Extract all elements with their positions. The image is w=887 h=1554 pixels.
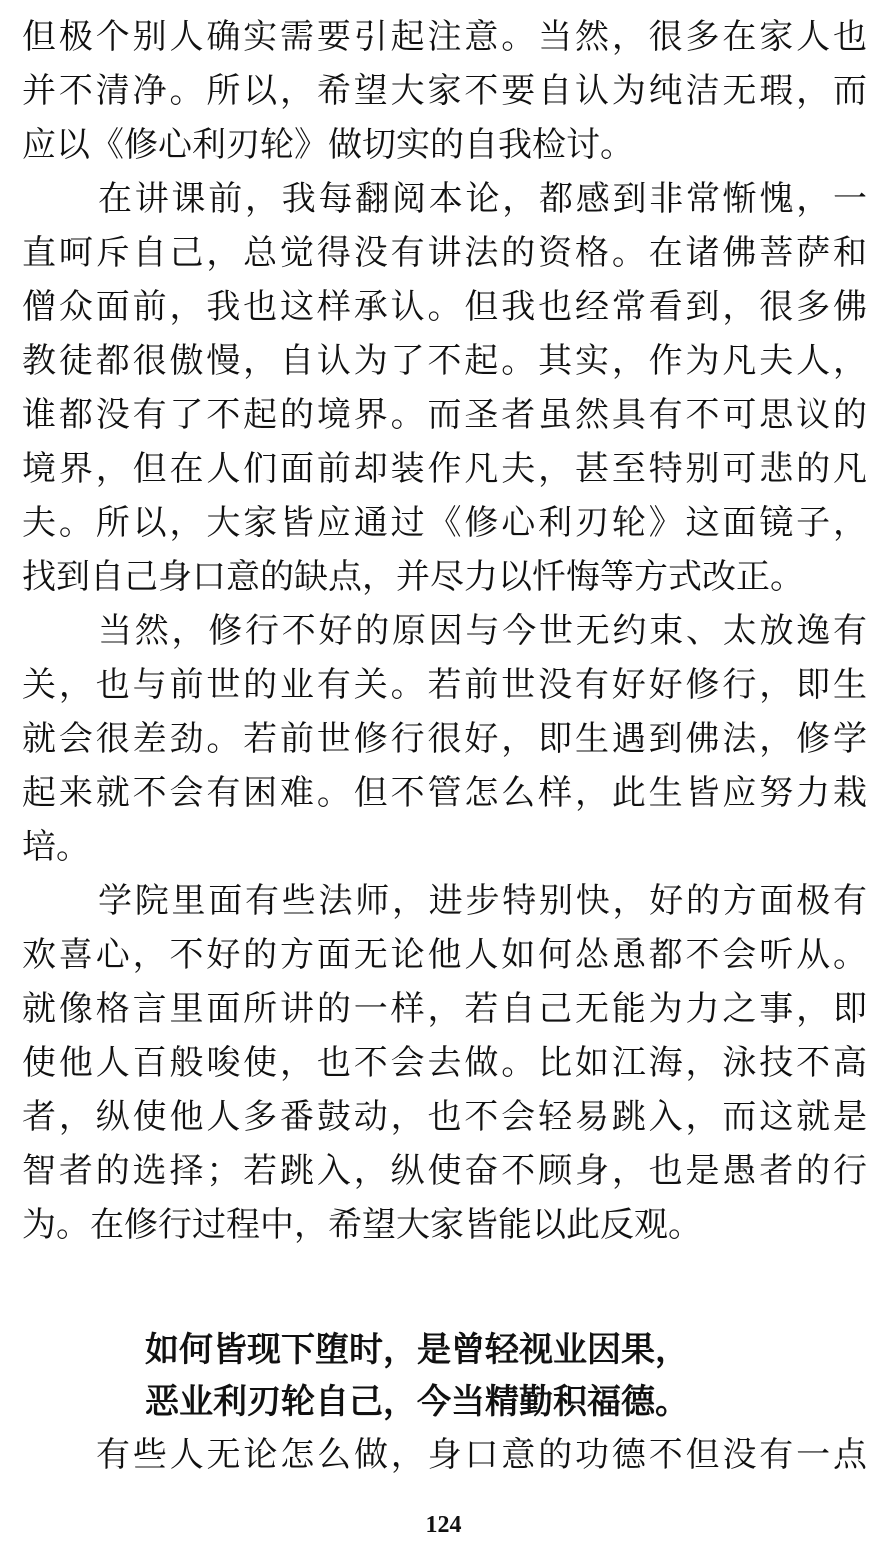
text-line: 夫。所以，大家皆应通过《修心利刃轮》这面镜子， [22, 503, 867, 543]
text-line: 学院里面有些法师，进步特别快，好的方面极有 [98, 881, 867, 921]
text-line: 使他人百般唆使，也不会去做。比如江海，泳技不高 [22, 1043, 867, 1083]
text-line: 并不清净。所以，希望大家不要自认为纯洁无瑕，而 [22, 71, 867, 111]
paragraph-4 [22, 874, 867, 1252]
text-line: 就会很差劲。若前世修行很好，即生遇到佛法，修学 [22, 719, 867, 759]
verse-line: 恶业利刃轮自己，今当精勤积福德。 [145, 1382, 689, 1422]
text-line: 教徒都很傲慢，自认为了不起。其实，作为凡夫人， [22, 341, 867, 381]
page-number: 124 [425, 1512, 462, 1538]
paragraph-5 [96, 1428, 867, 1482]
text-line: 但极个别人确实需要引起注意。当然，很多在家人也 [22, 17, 867, 57]
text-line: 境界，但在人们面前却装作凡夫，甚至特别可悲的凡 [22, 449, 867, 489]
text-line: 在讲课前，我每翻阅本论，都感到非常惭愧，一 [98, 179, 867, 219]
text-line: 找到自己身口意的缺点，并尽力以忏悔等方式改正。 [22, 557, 804, 597]
text-line: 起来就不会有困难。但不管怎么样，此生皆应努力栽 [22, 773, 867, 813]
paragraph-1 [22, 10, 867, 172]
text-line: 当然，修行不好的原因与今世无约束、太放逸有 [98, 611, 867, 651]
text-line: 僧众面前，我也这样承认。但我也经常看到，很多佛 [22, 287, 867, 327]
text-line: 培。 [22, 827, 90, 867]
paragraph-2 [22, 172, 867, 604]
verse-line: 如何皆现下堕时，是曾轻视业因果， [145, 1330, 689, 1370]
verse-block [145, 1324, 745, 1428]
text-line: 应以《修心利刃轮》做切实的自我检讨。 [22, 125, 634, 165]
paragraph-3 [22, 604, 867, 874]
text-line: 就像格言里面所讲的一样，若自己无能为力之事，即 [22, 989, 867, 1029]
text-line: 直呵斥自己，总觉得没有讲法的资格。在诸佛菩萨和 [22, 233, 867, 273]
text-line: 智者的选择；若跳入，纵使奋不顾身，也是愚者的行 [22, 1151, 867, 1191]
text-line: 者，纵使他人多番鼓动，也不会轻易跳入，而这就是 [22, 1097, 867, 1137]
text-line: 谁都没有了不起的境界。而圣者虽然具有不可思议的 [22, 395, 867, 435]
text-line: 关，也与前世的业有关。若前世没有好好修行，即生 [22, 665, 867, 705]
body-text [22, 10, 867, 1252]
text-line: 有些人无论怎么做，身口意的功德不但没有一点 [96, 1435, 867, 1475]
text-line: 欢喜心，不好的方面无论他人如何怂恿都不会听从。 [22, 935, 867, 975]
text-line: 为。在修行过程中，希望大家皆能以此反观。 [22, 1205, 702, 1245]
